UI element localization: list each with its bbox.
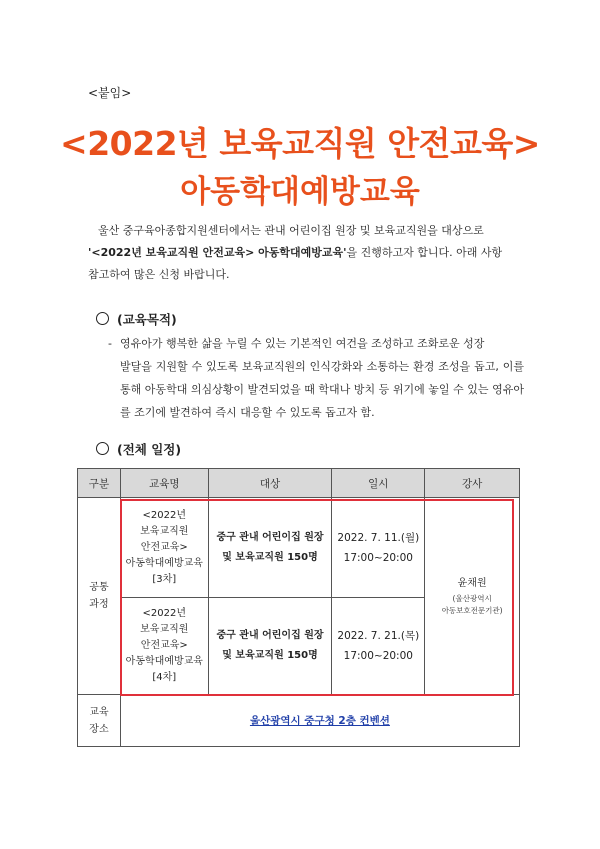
target-line: 중구 관내 어린이집 원장 xyxy=(216,630,324,641)
program-session: [4차] xyxy=(152,672,177,683)
header-instructor: 강사 xyxy=(425,469,520,498)
purpose-text xyxy=(108,332,524,424)
program-cell xyxy=(120,498,208,598)
target-line: 중구 관내 어린이집 원장 xyxy=(216,531,324,543)
category-text: 공통 xyxy=(89,582,109,593)
header-target: 대상 xyxy=(208,469,332,498)
place-text: 울산광역시 중구청 2층 컨벤션 xyxy=(249,715,390,727)
program-line: 안전교육> xyxy=(140,541,188,553)
dash-bullet: - xyxy=(108,337,112,350)
purpose-heading xyxy=(96,310,177,328)
target-line: 및 보육교직원 150명 xyxy=(222,551,318,563)
program-line: 아동학대예방교육 xyxy=(125,557,203,569)
table-row-place xyxy=(78,695,520,747)
session-date: 2022. 7. 11.(월) xyxy=(337,531,420,544)
category-common-cell xyxy=(78,498,121,695)
place-cell xyxy=(120,695,519,747)
title-line-2: 아동학대예방교육 xyxy=(180,174,420,210)
target-cell xyxy=(208,498,332,598)
intro-line-2 xyxy=(88,242,520,264)
datetime-cell xyxy=(332,498,425,598)
header-program: 교육명 xyxy=(120,469,208,498)
circle-bullet-icon xyxy=(96,442,109,455)
program-line: 아동학대예방교육 xyxy=(125,656,203,667)
program-line: 보육교직원 xyxy=(140,624,189,635)
attachment-label: <붙임> xyxy=(88,86,132,100)
target-cell xyxy=(208,598,332,695)
purpose-line-first xyxy=(108,332,524,355)
intro-program-title: '<2022년 보육교직원 안전교육> 아동학대예방교육' xyxy=(88,246,347,259)
title-line-1: <2022년 보육교직원 안전교육> xyxy=(60,124,540,163)
circle-bullet-icon xyxy=(96,312,109,325)
schedule-heading xyxy=(96,440,181,458)
instructor-affiliation: 아동보호전문기관) xyxy=(441,606,503,615)
program-line: 안전교육> xyxy=(140,640,188,651)
instructor-cell xyxy=(425,498,520,695)
intro-line-2-rest: 을 진행하고자 합니다. 아래 사항 xyxy=(346,246,503,259)
intro-line-3: 참고하여 많은 신청 바랍니다. xyxy=(88,268,230,281)
intro-line-1: 울산 중구육아종합지원센터에서는 관내 어린이집 원장 및 보육교직원을 대상으로 xyxy=(98,224,484,237)
category-text: 장소 xyxy=(89,723,109,735)
program-line: 보육교직원 xyxy=(140,525,189,537)
session-time: 17:00~20:00 xyxy=(343,551,413,564)
program-line: <2022년 xyxy=(142,509,187,521)
instructor-affiliation: (울산광역시 xyxy=(452,594,492,603)
purpose-text-first: 영유아가 행복한 삶을 누릴 수 있는 기본적인 여건을 조성하고 조화로운 성장 xyxy=(120,337,485,350)
header-datetime: 일시 xyxy=(332,469,425,498)
program-cell xyxy=(120,598,208,695)
program-line: <2022년 xyxy=(142,608,187,619)
schedule-table xyxy=(77,468,520,747)
program-session: [3차] xyxy=(152,573,177,585)
table-header-row xyxy=(78,469,520,498)
purpose-heading-text: (교육목적) xyxy=(117,312,177,327)
category-text: 교육 xyxy=(89,706,109,718)
datetime-cell xyxy=(332,598,425,695)
session-date: 2022. 7. 21.(목) xyxy=(337,630,420,642)
place-category-cell xyxy=(78,695,121,747)
session-time: 17:00~20:00 xyxy=(343,650,413,662)
schedule-heading-text: (전체 일정) xyxy=(117,442,182,457)
intro-paragraph xyxy=(88,220,520,286)
category-text: 과정 xyxy=(89,599,109,610)
target-line: 및 보육교직원 150명 xyxy=(222,650,318,661)
header-category: 구분 xyxy=(78,469,121,498)
instructor-name: 윤채원 xyxy=(457,578,487,589)
purpose-text-rest: 발달을 지원할 수 있도록 보육교직원의 인식강화와 소통하는 환경 조성을 돕고, 이를 통해 아동학대 의심상황이 발견되었을 때 학대나 방치 등 위기에 놓일 수 있는 영유아를 조기에 발견하여 즉시 대응할 수 있도록 돕고자 함. xyxy=(120,360,524,419)
table-row xyxy=(78,498,520,598)
